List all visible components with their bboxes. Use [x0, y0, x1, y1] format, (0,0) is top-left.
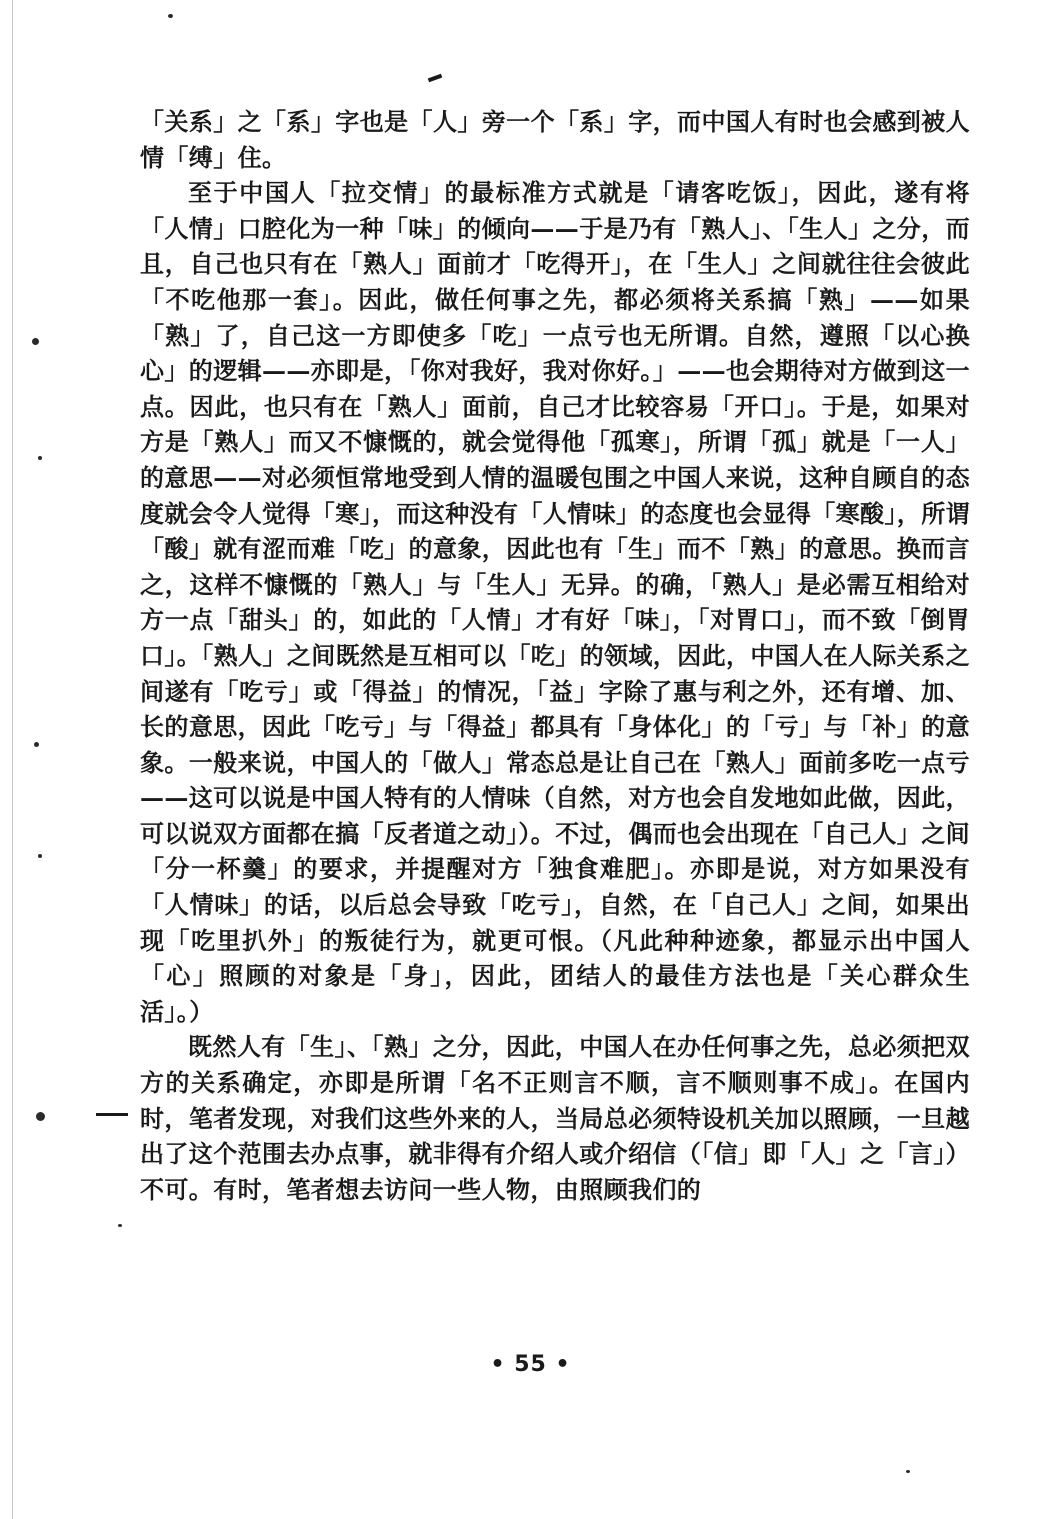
scan-speck [38, 456, 42, 460]
scan-speck [38, 854, 42, 858]
paragraph-3: 既然人有「生」、「熟」之分，因此，中国人在办任何事之先，总必须把双方的关系确定，亦即是所谓「名不正则言不顺，言不顺则事不成」。在国内时，笔者发现，对我们这些外来的人，当局总必须特设机关加以照顾，一旦越出了这个范围去办点事，就非得有介绍人或介绍信（「信」即「人」之「言」）不可。有时，笔者想去访问一些人物，由照顾我们的 [140, 1032, 970, 1204]
scan-speck [168, 14, 173, 18]
paragraph-1: 「关系」之「系」字也是「人」旁一个「系」字，而中国人有时也会感到被人情「缚」住。 [140, 107, 970, 172]
scan-speck [36, 1112, 45, 1121]
scan-speck [118, 1224, 122, 1227]
scan-speck [34, 742, 39, 747]
page-number: • 55 • [490, 1352, 571, 1377]
scan-speck [906, 1470, 910, 1473]
paragraph-2: 至于中国人「拉交情」的最标准方式就是「请客吃饭」，因此，遂有将「人情」口腔化为一种「味」的倾向——于是乃有「熟人」、「生人」之分，而且，自己也只有在「熟人」面前才「吃得开」，在「生人」之间就往往会彼此「不吃他那一套」。因此，做任何事之先，都必须将关系搞「熟」——如果「熟」了，自己这一方即使多「吃」一点亏也无所谓。自然，遵照「以心换心」的逻辑——亦即是，「你对我好，我对你好。」——也会期待对方做到这一点。因此，也只有在「熟人」面前，自己才比较容易「开口」。于是，如果对方是「熟人」而又不慷慨的，就会觉得他「孤寒」，所谓「孤」就是「一人」的意思——对必须恒常地受到人情的温暖包围之中国人来说，这种自顾自的态度就会令人觉得「寒」，而这种没有「人情味」的态度也会显得「寒酸」，所谓「酸」就有涩而难「吃」的意象，因此也有「生」而不「熟」的意思。换而言之，这样不慷慨的「熟人」与「生人」无异。的确，「熟人」是必需互相给对方一点「甜头」的，如此的「人情」才有好「味」，「对胃口」，而不致「倒胃口」。「熟人」之间既然是互相可以「吃」的领域，因此，中国人在人际关系之间遂有「吃亏」或「得益」的情况，「益」字除了惠与利之外，还有增、加、长的意思，因此「吃亏」与「得益」都具有「身体化」的「亏」与「补」的意象。一般来说，中国人的「做人」常态总是让自己在「熟人」面前多吃一点亏——这可以说是中国人特有的人情味（自然，对方也会自发地如此做，因此，可以说双方面都在搞「反者道之动」）。不过，偶而也会出现在「自己人」之间「分一杯羹」的要求，并提醒对方「独食难肥」。亦即是说，对方如果没有「人情味」的话，以后总会导致「吃亏」，自然，在「自己人」之间，如果出现「吃里扒外」的叛徒行为，就更可恨。（凡此种种迹象，都显示出中国人「心」照顾的对象是「身」，因此，团结人的最佳方法也是「关心群众生活」。） [140, 178, 970, 1026]
scan-mark [96, 1113, 128, 1116]
scan-edge-line [12, 0, 13, 1519]
page-body [140, 104, 970, 1207]
scan-mark [428, 74, 443, 83]
scan-speck [32, 338, 39, 345]
